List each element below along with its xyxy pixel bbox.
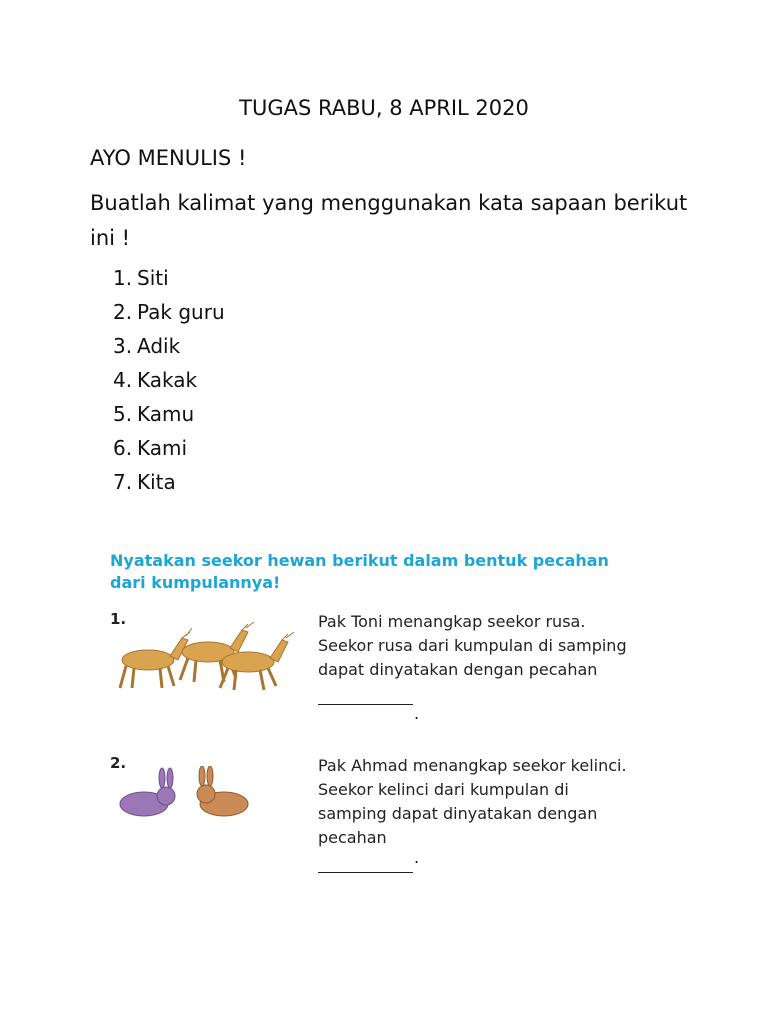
list-item: 6. Kami [113,436,188,460]
problem-text: Pak Ahmad menangkap seekor kelinci. Seekor kelinci dari kumpulan di samping dapat dinyatakan dengan pecahan [318,754,638,873]
problem-text: Pak Toni menangkap seekor rusa. Seekor rusa dari kumpulan di samping dapat dinyatakan dengan pecahan [318,610,638,705]
problem-number: 1. [110,610,127,628]
list-item: 2. Pak guru [113,300,225,324]
word-list [113,264,225,502]
list-item: 1. Siti [113,266,169,290]
exercise-title: Nyatakan seekor hewan berikut dalam bentuk pecahan dari kumpulannya! [110,551,609,592]
rabbit-icon [197,766,248,816]
list-item: 3. Adik [113,334,181,358]
deer-icon [220,632,294,690]
answer-blank[interactable] [318,852,413,873]
page-title: TUGAS RABU, 8 APRIL 2020 [239,96,529,120]
instruction-text: Buatlah kalimat yang menggunakan kata sapaan berikut ini ! [90,191,688,250]
rabbit-illustration [112,766,262,826]
list-item: 4. Kakak [113,368,198,392]
section-heading: AYO MENULIS ! [90,146,247,170]
list-item: 5. Kamu [113,402,195,426]
list-item: 7. Kita [113,470,176,494]
rabbit-icon [120,768,175,816]
problem-number: 2. [110,754,127,772]
deer-illustration [108,622,298,692]
answer-blank[interactable] [318,684,413,705]
exercise-image: Nyatakan seekor hewan berikut dalam bentuk pecahan dari kumpulannya! 1. Pak Toni menangkap seekor rusa. Seekor rusa dari kumpulan di samping dapat dinyatakan dengan pecahan . 2. Pak Ahmad menangkap seekor kelinci. Seekor kelinci dari kumpulan di samping dapat dinyatakan dengan pecahan . [104,540,634,880]
